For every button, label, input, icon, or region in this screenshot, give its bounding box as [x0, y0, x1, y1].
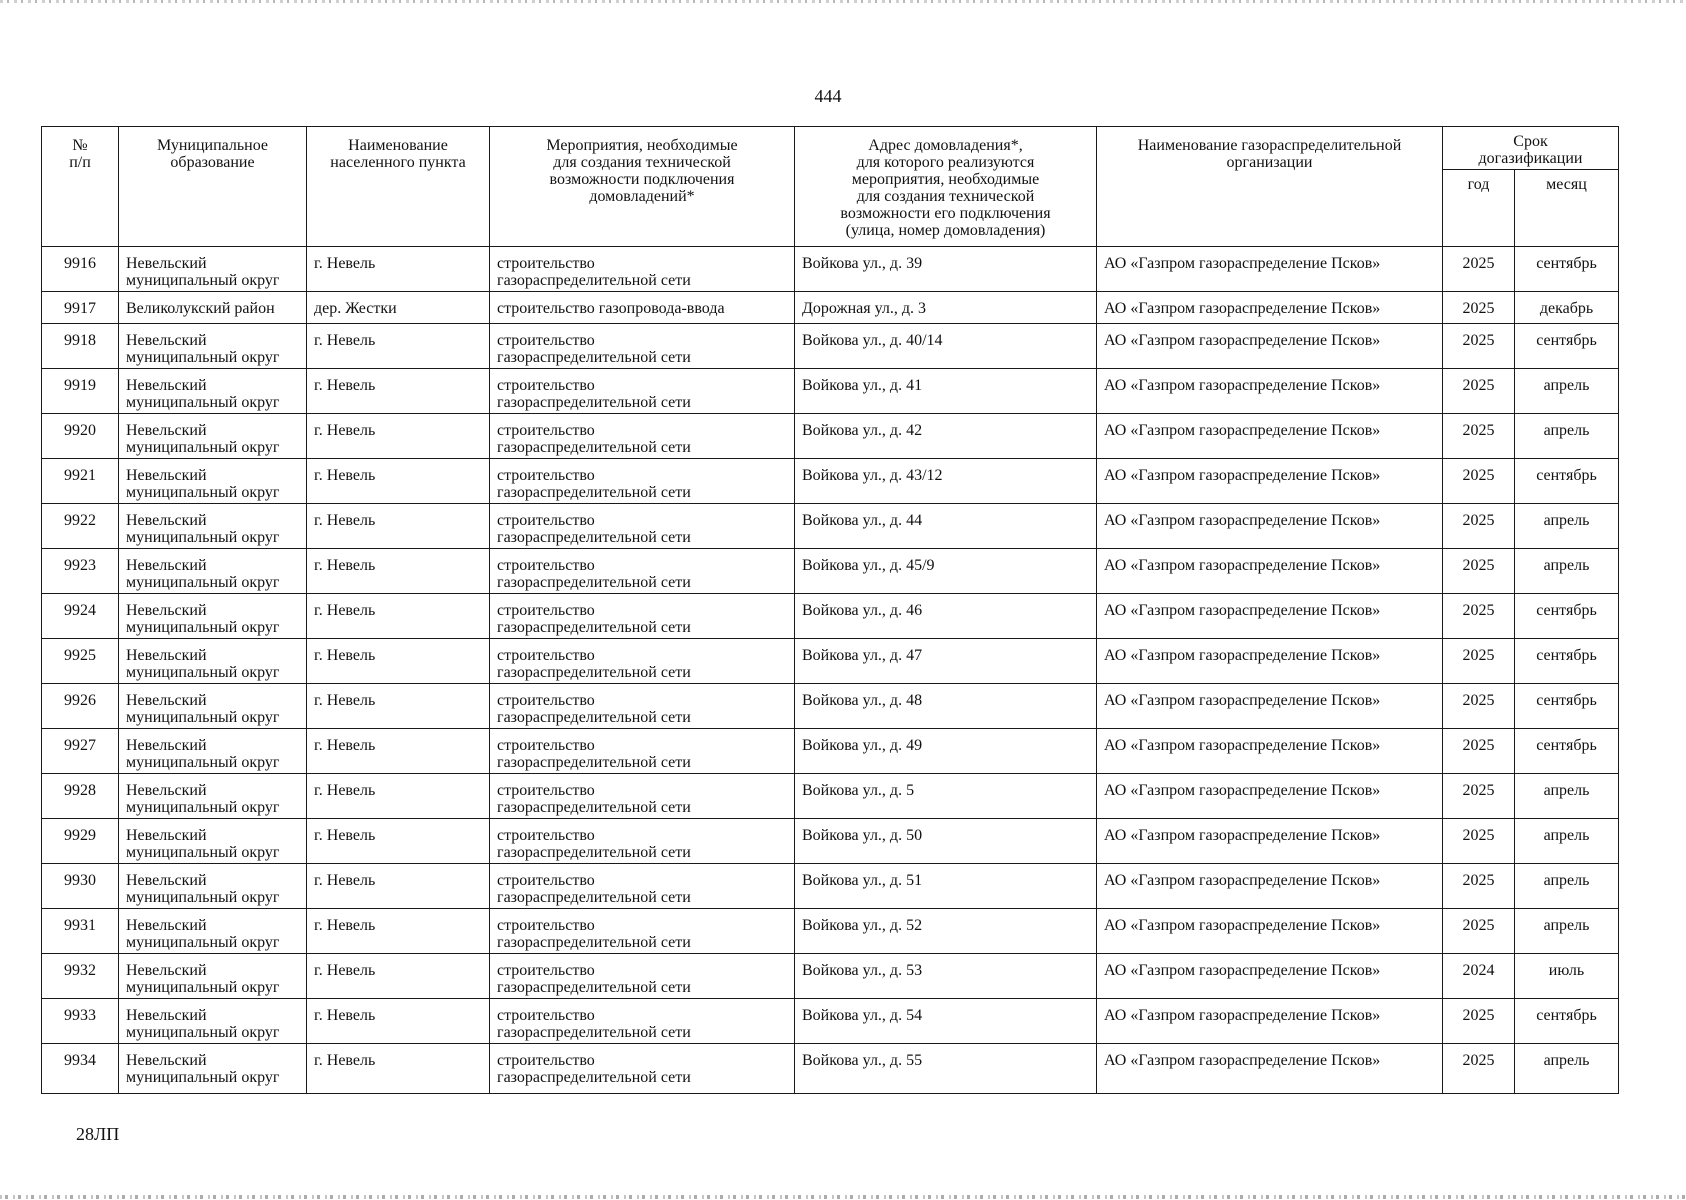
- header-num-line: п/п: [69, 154, 91, 171]
- cell-address: Войкова ул., д. 44: [795, 504, 1097, 549]
- cell-settlement: г. Невель: [307, 594, 490, 639]
- header-address-line: мероприятия, необходимые: [851, 171, 1040, 188]
- cell-settlement: г. Невель: [307, 414, 490, 459]
- cell-organization: АО «Газпром газораспределение Псков»: [1097, 549, 1443, 594]
- table-row: [42, 549, 1619, 594]
- scan-edge-top: [0, 0, 1686, 3]
- cell-month: сентябрь: [1515, 999, 1619, 1044]
- cell-year: 2025: [1443, 292, 1515, 324]
- table-row: [42, 504, 1619, 549]
- cell-address: Дорожная ул., д. 3: [795, 292, 1097, 324]
- cell-num: 9934: [42, 1044, 119, 1094]
- cell-municipality-line: Невельский: [126, 422, 207, 439]
- table-row: [42, 999, 1619, 1044]
- cell-settlement: г. Невель: [307, 369, 490, 414]
- cell-organization: АО «Газпром газораспределение Псков»: [1097, 459, 1443, 504]
- cell-measures-line: газораспределительной сети: [497, 272, 691, 289]
- cell-measures-line: газораспределительной сети: [497, 484, 691, 501]
- cell-month: апрель: [1515, 504, 1619, 549]
- cell-municipality-line: Великолукский район: [126, 300, 275, 317]
- cell-municipality: [119, 729, 307, 774]
- cell-municipality-line: Невельский: [126, 917, 207, 934]
- cell-month: апрель: [1515, 909, 1619, 954]
- table-body: [42, 247, 1619, 1094]
- header-address-line: для создания технической: [856, 188, 1035, 205]
- cell-municipality-line: Невельский: [126, 255, 207, 272]
- cell-measures-line: строительство: [497, 557, 595, 574]
- cell-address: Войкова ул., д. 40/14: [795, 324, 1097, 369]
- cell-municipality-line: Невельский: [126, 512, 207, 529]
- cell-measures: [490, 594, 795, 639]
- cell-municipality-line: муниципальный округ: [126, 754, 280, 771]
- table-row: [42, 247, 1619, 292]
- table-row: [42, 774, 1619, 819]
- table-row: [42, 292, 1619, 324]
- cell-year: 2025: [1443, 459, 1515, 504]
- cell-organization: АО «Газпром газораспределение Псков»: [1097, 864, 1443, 909]
- cell-organization: АО «Газпром газораспределение Псков»: [1097, 594, 1443, 639]
- cell-municipality-line: муниципальный округ: [126, 979, 280, 996]
- cell-year: 2024: [1443, 954, 1515, 999]
- cell-measures-line: строительство: [497, 827, 595, 844]
- cell-organization: АО «Газпром газораспределение Псков»: [1097, 684, 1443, 729]
- cell-municipality: [119, 324, 307, 369]
- cell-year: 2025: [1443, 504, 1515, 549]
- header-address-line: возможности его подключения: [840, 205, 1051, 222]
- cell-municipality: [119, 414, 307, 459]
- cell-month: апрель: [1515, 369, 1619, 414]
- cell-num: 9932: [42, 954, 119, 999]
- table-row: [42, 459, 1619, 504]
- cell-num: 9918: [42, 324, 119, 369]
- cell-settlement: г. Невель: [307, 819, 490, 864]
- cell-measures: [490, 729, 795, 774]
- cell-measures: [490, 369, 795, 414]
- cell-municipality: [119, 639, 307, 684]
- cell-address: Войкова ул., д. 5: [795, 774, 1097, 819]
- cell-organization: АО «Газпром газораспределение Псков»: [1097, 954, 1443, 999]
- cell-num: 9922: [42, 504, 119, 549]
- table-row: [42, 324, 1619, 369]
- cell-measures-line: строительство: [497, 1052, 595, 1069]
- cell-measures-line: газораспределительной сети: [497, 619, 691, 636]
- header-month: месяц: [1515, 170, 1619, 247]
- cell-measures-line: газораспределительной сети: [497, 394, 691, 411]
- table-row: [42, 1044, 1619, 1094]
- cell-address: Войкова ул., д. 45/9: [795, 549, 1097, 594]
- cell-municipality-line: Невельский: [126, 782, 207, 799]
- cell-month: апрель: [1515, 774, 1619, 819]
- cell-num: 9929: [42, 819, 119, 864]
- cell-num: 9924: [42, 594, 119, 639]
- cell-measures: [490, 459, 795, 504]
- cell-month: сентябрь: [1515, 594, 1619, 639]
- cell-month: сентябрь: [1515, 684, 1619, 729]
- cell-address: Войкова ул., д. 55: [795, 1044, 1097, 1094]
- cell-municipality-line: Невельский: [126, 377, 207, 394]
- cell-measures-line: строительство: [497, 647, 595, 664]
- cell-organization: АО «Газпром газораспределение Псков»: [1097, 504, 1443, 549]
- cell-municipality: [119, 247, 307, 292]
- cell-measures-line: газораспределительной сети: [497, 1069, 691, 1086]
- cell-municipality-line: Невельский: [126, 962, 207, 979]
- cell-settlement: г. Невель: [307, 324, 490, 369]
- cell-address: Войкова ул., д. 48: [795, 684, 1097, 729]
- cell-measures-line: газораспределительной сети: [497, 799, 691, 816]
- cell-year: 2025: [1443, 639, 1515, 684]
- cell-organization: АО «Газпром газораспределение Псков»: [1097, 247, 1443, 292]
- cell-year: 2025: [1443, 414, 1515, 459]
- cell-municipality-line: муниципальный округ: [126, 529, 280, 546]
- cell-municipality: [119, 1044, 307, 1094]
- cell-organization: АО «Газпром газораспределение Псков»: [1097, 729, 1443, 774]
- cell-year: 2025: [1443, 684, 1515, 729]
- header-measures-line: домовладений*: [589, 188, 695, 205]
- cell-municipality: [119, 864, 307, 909]
- header-municipality: [119, 127, 307, 247]
- cell-municipality-line: муниципальный округ: [126, 889, 280, 906]
- cell-municipality-line: Невельский: [126, 827, 207, 844]
- header-municipality-line: Муниципальное: [156, 137, 269, 154]
- cell-measures: [490, 909, 795, 954]
- cell-year: 2025: [1443, 549, 1515, 594]
- cell-measures-line: строительство: [497, 512, 595, 529]
- cell-measures-line: газораспределительной сети: [497, 889, 691, 906]
- cell-address: Войкова ул., д. 50: [795, 819, 1097, 864]
- header-deadline-line: догазификации: [1478, 150, 1583, 167]
- cell-organization: АО «Газпром газораспределение Псков»: [1097, 414, 1443, 459]
- cell-settlement: г. Невель: [307, 504, 490, 549]
- cell-municipality-line: муниципальный округ: [126, 709, 280, 726]
- cell-measures: [490, 774, 795, 819]
- cell-address: Войкова ул., д. 52: [795, 909, 1097, 954]
- cell-settlement: г. Невель: [307, 954, 490, 999]
- cell-num: 9916: [42, 247, 119, 292]
- cell-measures-line: газораспределительной сети: [497, 574, 691, 591]
- cell-num: 9923: [42, 549, 119, 594]
- cell-municipality-line: Невельский: [126, 647, 207, 664]
- cell-municipality-line: муниципальный округ: [126, 844, 280, 861]
- cell-measures-line: газораспределительной сети: [497, 844, 691, 861]
- cell-address: Войкова ул., д. 51: [795, 864, 1097, 909]
- cell-municipality: [119, 292, 307, 324]
- cell-municipality-line: муниципальный округ: [126, 484, 280, 501]
- cell-measures: [490, 684, 795, 729]
- cell-organization: АО «Газпром газораспределение Псков»: [1097, 1044, 1443, 1094]
- cell-municipality-line: муниципальный округ: [126, 934, 280, 951]
- cell-organization: АО «Газпром газораспределение Псков»: [1097, 324, 1443, 369]
- cell-address: Войкова ул., д. 41: [795, 369, 1097, 414]
- cell-measures-line: строительство: [497, 377, 595, 394]
- header-deadline-line: Срок: [1513, 133, 1548, 150]
- cell-measures: [490, 639, 795, 684]
- cell-measures-line: строительство: [497, 255, 595, 272]
- cell-measures: [490, 504, 795, 549]
- cell-municipality-line: Невельский: [126, 332, 207, 349]
- cell-num: 9930: [42, 864, 119, 909]
- header-address: [795, 127, 1097, 247]
- cell-year: 2025: [1443, 909, 1515, 954]
- cell-measures: [490, 864, 795, 909]
- cell-measures: [490, 324, 795, 369]
- cell-num: 9917: [42, 292, 119, 324]
- cell-municipality: [119, 504, 307, 549]
- cell-organization: АО «Газпром газораспределение Псков»: [1097, 774, 1443, 819]
- cell-measures-line: строительство: [497, 602, 595, 619]
- cell-year: 2025: [1443, 819, 1515, 864]
- cell-measures-line: газораспределительной сети: [497, 709, 691, 726]
- cell-measures-line: газораспределительной сети: [497, 979, 691, 996]
- header-measures-line: для создания технической: [553, 154, 731, 171]
- header-address-line: (улица, номер домовладения): [845, 222, 1046, 239]
- cell-measures-line: строительство: [497, 467, 595, 484]
- cell-measures-line: строительство: [497, 422, 595, 439]
- cell-month: сентябрь: [1515, 247, 1619, 292]
- cell-month: апрель: [1515, 864, 1619, 909]
- cell-year: 2025: [1443, 247, 1515, 292]
- cell-address: Войкова ул., д. 39: [795, 247, 1097, 292]
- cell-measures-line: газораспределительной сети: [497, 349, 691, 366]
- cell-settlement: г. Невель: [307, 729, 490, 774]
- cell-organization: АО «Газпром газораспределение Псков»: [1097, 639, 1443, 684]
- cell-municipality-line: муниципальный округ: [126, 799, 280, 816]
- cell-measures: [490, 549, 795, 594]
- cell-month: сентябрь: [1515, 729, 1619, 774]
- header-year: год: [1443, 170, 1515, 247]
- header-settlement: [307, 127, 490, 247]
- header-measures: [490, 127, 795, 247]
- cell-month: декабрь: [1515, 292, 1619, 324]
- cell-municipality-line: Невельский: [126, 467, 207, 484]
- cell-municipality: [119, 909, 307, 954]
- table-row: [42, 684, 1619, 729]
- cell-settlement: г. Невель: [307, 999, 490, 1044]
- cell-year: 2025: [1443, 864, 1515, 909]
- page-number: 444: [814, 86, 842, 106]
- cell-settlement: г. Невель: [307, 684, 490, 729]
- header-organization: [1097, 127, 1443, 247]
- cell-organization: АО «Газпром газораспределение Псков»: [1097, 999, 1443, 1044]
- cell-month: сентябрь: [1515, 459, 1619, 504]
- table-row: [42, 594, 1619, 639]
- cell-measures: [490, 954, 795, 999]
- table-row: [42, 639, 1619, 684]
- cell-measures-line: строительство: [497, 692, 595, 709]
- cell-month: сентябрь: [1515, 324, 1619, 369]
- cell-num: 9926: [42, 684, 119, 729]
- cell-measures: [490, 247, 795, 292]
- cell-measures-line: газораспределительной сети: [497, 529, 691, 546]
- cell-settlement: г. Невель: [307, 1044, 490, 1094]
- cell-municipality-line: Невельский: [126, 872, 207, 889]
- cell-measures-line: газораспределительной сети: [497, 934, 691, 951]
- header-settlement-line: населенного пункта: [330, 154, 466, 171]
- sheet-code: 28ЛП: [76, 1124, 120, 1144]
- cell-num: 9931: [42, 909, 119, 954]
- cell-municipality-line: муниципальный округ: [126, 1069, 280, 1086]
- cell-municipality-line: муниципальный округ: [126, 439, 280, 456]
- cell-municipality-line: Невельский: [126, 737, 207, 754]
- cell-month: июль: [1515, 954, 1619, 999]
- cell-address: Войкова ул., д. 42: [795, 414, 1097, 459]
- cell-organization: АО «Газпром газораспределение Псков»: [1097, 292, 1443, 324]
- cell-settlement: дер. Жестки: [307, 292, 490, 324]
- cell-measures: [490, 414, 795, 459]
- cell-municipality: [119, 369, 307, 414]
- cell-settlement: г. Невель: [307, 549, 490, 594]
- cell-measures-line: строительство газопровода-ввода: [497, 300, 725, 317]
- cell-address: Войкова ул., д. 49: [795, 729, 1097, 774]
- cell-year: 2025: [1443, 729, 1515, 774]
- cell-municipality-line: муниципальный округ: [126, 349, 280, 366]
- cell-municipality: [119, 774, 307, 819]
- cell-municipality-line: Невельский: [126, 557, 207, 574]
- header-deadline: [1443, 127, 1619, 170]
- cell-year: 2025: [1443, 999, 1515, 1044]
- header-num-line: №: [72, 137, 88, 154]
- cell-year: 2025: [1443, 594, 1515, 639]
- cell-measures-line: строительство: [497, 782, 595, 799]
- header-measures-line: Мероприятия, необходимые: [546, 137, 738, 154]
- cell-month: апрель: [1515, 414, 1619, 459]
- cell-settlement: г. Невель: [307, 247, 490, 292]
- scan-edge-bottom: [0, 1195, 1686, 1199]
- cell-measures: [490, 292, 795, 324]
- gasification-table: [41, 126, 1619, 1094]
- cell-municipality-line: муниципальный округ: [126, 664, 280, 681]
- header-organization-line: Наименование газораспределительной: [1137, 137, 1402, 154]
- cell-address: Войкова ул., д. 54: [795, 999, 1097, 1044]
- cell-measures: [490, 1044, 795, 1094]
- cell-municipality: [119, 549, 307, 594]
- cell-measures: [490, 999, 795, 1044]
- cell-measures-line: строительство: [497, 1007, 595, 1024]
- table-header-row: [42, 127, 1619, 170]
- cell-organization: АО «Газпром газораспределение Псков»: [1097, 369, 1443, 414]
- cell-measures: [490, 819, 795, 864]
- header-num: [42, 127, 119, 247]
- table-row: [42, 909, 1619, 954]
- table-row: [42, 819, 1619, 864]
- cell-municipality-line: Невельский: [126, 1052, 207, 1069]
- cell-year: 2025: [1443, 774, 1515, 819]
- cell-month: апрель: [1515, 819, 1619, 864]
- cell-municipality-line: муниципальный округ: [126, 1024, 280, 1041]
- cell-municipality-line: муниципальный округ: [126, 574, 280, 591]
- table-row: [42, 369, 1619, 414]
- cell-num: 9928: [42, 774, 119, 819]
- cell-month: апрель: [1515, 549, 1619, 594]
- cell-municipality-line: Невельский: [126, 692, 207, 709]
- header-address-line: для которого реализуются: [856, 154, 1035, 171]
- header-organization-line: организации: [1226, 154, 1313, 171]
- table-row: [42, 414, 1619, 459]
- cell-municipality: [119, 954, 307, 999]
- cell-measures-line: строительство: [497, 332, 595, 349]
- cell-address: Войкова ул., д. 47: [795, 639, 1097, 684]
- cell-municipality-line: муниципальный округ: [126, 394, 280, 411]
- cell-settlement: г. Невель: [307, 864, 490, 909]
- cell-municipality-line: Невельский: [126, 1007, 207, 1024]
- cell-measures-line: газораспределительной сети: [497, 664, 691, 681]
- cell-address: Войкова ул., д. 53: [795, 954, 1097, 999]
- cell-measures-line: газораспределительной сети: [497, 754, 691, 771]
- cell-settlement: г. Невель: [307, 639, 490, 684]
- cell-municipality: [119, 819, 307, 864]
- cell-year: 2025: [1443, 369, 1515, 414]
- cell-municipality-line: Невельский: [126, 602, 207, 619]
- cell-measures-line: газораспределительной сети: [497, 1024, 691, 1041]
- cell-measures-line: строительство: [497, 917, 595, 934]
- cell-year: 2025: [1443, 1044, 1515, 1094]
- cell-organization: АО «Газпром газораспределение Псков»: [1097, 819, 1443, 864]
- cell-num: 9920: [42, 414, 119, 459]
- cell-num: 9933: [42, 999, 119, 1044]
- cell-municipality: [119, 459, 307, 504]
- cell-address: Войкова ул., д. 43/12: [795, 459, 1097, 504]
- table-row: [42, 954, 1619, 999]
- cell-measures-line: строительство: [497, 737, 595, 754]
- cell-address: Войкова ул., д. 46: [795, 594, 1097, 639]
- cell-settlement: г. Невель: [307, 459, 490, 504]
- header-municipality-line: образование: [170, 154, 255, 171]
- table-row: [42, 864, 1619, 909]
- cell-num: 9921: [42, 459, 119, 504]
- cell-settlement: г. Невель: [307, 774, 490, 819]
- header-settlement-line: Наименование: [348, 137, 448, 154]
- header-address-line: Адрес домовладения*,: [868, 137, 1023, 154]
- cell-num: 9927: [42, 729, 119, 774]
- cell-measures-line: строительство: [497, 872, 595, 889]
- cell-municipality: [119, 684, 307, 729]
- cell-municipality-line: муниципальный округ: [126, 619, 280, 636]
- cell-settlement: г. Невель: [307, 909, 490, 954]
- cell-month: сентябрь: [1515, 639, 1619, 684]
- cell-month: апрель: [1515, 1044, 1619, 1094]
- header-measures-line: возможности подключения: [549, 171, 735, 188]
- cell-num: 9925: [42, 639, 119, 684]
- cell-municipality: [119, 999, 307, 1044]
- cell-municipality-line: муниципальный округ: [126, 272, 280, 289]
- table-row: [42, 729, 1619, 774]
- cell-year: 2025: [1443, 324, 1515, 369]
- cell-municipality: [119, 594, 307, 639]
- cell-organization: АО «Газпром газораспределение Псков»: [1097, 909, 1443, 954]
- cell-measures-line: строительство: [497, 962, 595, 979]
- cell-num: 9919: [42, 369, 119, 414]
- cell-measures-line: газораспределительной сети: [497, 439, 691, 456]
